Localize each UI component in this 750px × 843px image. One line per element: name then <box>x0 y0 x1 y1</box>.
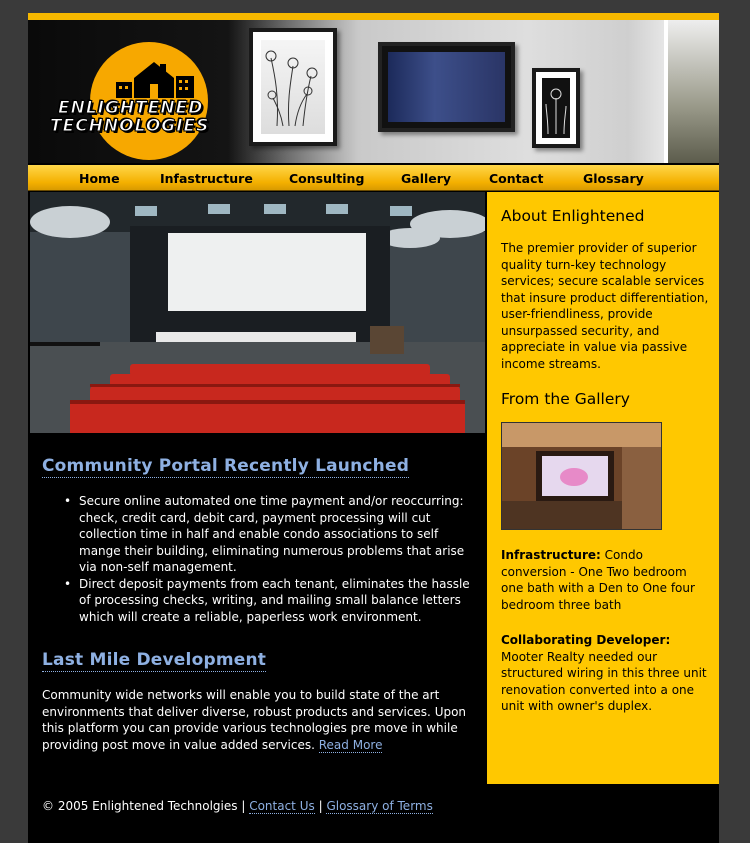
gallery-thumbnail-image[interactable] <box>501 422 662 530</box>
last-mile-text: Community wide networks will enable you to build state of the art environments that deliver diverse, robust products and services. Upon this platform you can provide various technologies pre move in while providing post move in value added services. <box>42 688 467 752</box>
nav-home[interactable]: Home <box>79 171 120 186</box>
heading-last-mile: Last Mile Development <box>42 650 267 670</box>
developer-label: Collaborating Developer: <box>501 633 671 647</box>
banner-framed-art-flowers <box>249 28 337 146</box>
nav-gallery[interactable]: Gallery <box>401 171 452 186</box>
header-banner <box>28 20 719 163</box>
flower-drawing-icon <box>257 36 329 138</box>
footer-contact-link[interactable]: Contact Us <box>249 799 315 813</box>
hero-theater-image <box>30 192 485 433</box>
footer <box>42 799 433 813</box>
footer-separator: | <box>318 799 323 813</box>
sidebar-developer-block <box>501 632 711 715</box>
flower-small-icon <box>538 74 574 142</box>
logo-wordmark-line2: TECHNOLOGIES <box>50 116 210 136</box>
footer-separator: | <box>241 799 246 813</box>
heading-community-portal: Community Portal Recently Launched <box>42 456 410 476</box>
sidebar-infrastructure-block <box>501 547 711 613</box>
list-item: • Secure online automated one time payment and/or reoccurring: check, credit card, debit card, payment processing will cut collection time in half and enable condo associations to self mange their building, eliminating numerous problems that arise via non-self management. <box>79 493 479 576</box>
logo-house-icon <box>112 58 196 98</box>
developer-text: Mooter Realty needed our structured wiring in this three unit renovation converted into a one unit with owner's duplex. <box>501 649 707 713</box>
sidebar-about-heading: About Enlightened <box>501 207 645 225</box>
sidebar-about-text: The premier provider of superior quality turn-key technology services; secure scalable services that insure product differentiation, user-friendliness, provide unsurpassed security, and appreciate in value via passive income streams. <box>501 241 709 371</box>
list-item: • Direct deposit payments from each tenant, eliminates the hassle of processing checks, writing, and mailing small balance letters which will create a reliable, paperless work environment. <box>79 576 479 626</box>
copyright-text: © 2005 Enlightened Technolgies <box>42 799 238 813</box>
footer-glossary-link[interactable]: Glossary of Terms <box>326 799 433 813</box>
nav-contact[interactable]: Contact <box>489 171 544 186</box>
banner-flatscreen-tv <box>378 42 515 132</box>
nav-infrastructure[interactable]: Infastructure <box>160 171 253 186</box>
sidebar-gallery-heading: From the Gallery <box>501 390 630 408</box>
feature-list <box>79 493 479 625</box>
nav-consulting[interactable]: Consulting <box>289 171 365 186</box>
sidebar <box>487 192 719 784</box>
banner-window-photo <box>664 20 719 163</box>
banner-framed-art-small <box>532 68 580 148</box>
top-accent-stripe <box>28 13 719 20</box>
main-nav <box>28 165 719 191</box>
page-container <box>28 13 719 843</box>
last-mile-paragraph <box>42 687 482 753</box>
infrastructure-text: Condo conversion - One Two bedroom one bath with a Den to One four bedroom three bath <box>501 548 695 612</box>
read-more-link[interactable]: Read More <box>318 737 383 752</box>
nav-glossary[interactable]: Glossary <box>583 171 644 186</box>
infrastructure-label: Infrastructure: <box>501 548 601 562</box>
logo-wordmark-line1: ENLIGHTENED <box>58 98 204 118</box>
